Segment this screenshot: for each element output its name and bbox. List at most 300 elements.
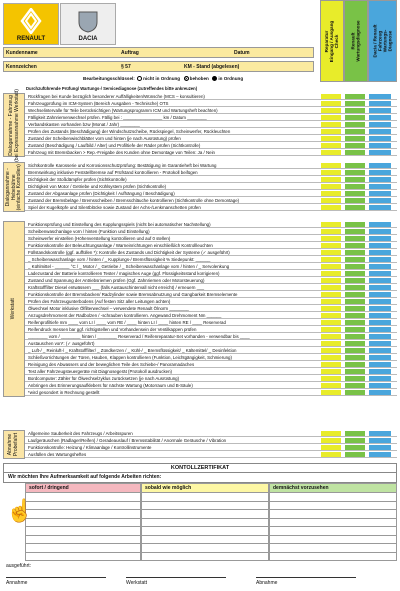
dacia-checkbox[interactable] (369, 184, 391, 189)
pointing-hand-icon: ☝ (6, 498, 34, 523)
dacia-checkbox[interactable] (369, 150, 391, 155)
repair-checkbox[interactable] (321, 362, 341, 367)
renault-checkbox[interactable] (345, 445, 365, 450)
dacia-checkbox[interactable] (369, 108, 391, 113)
check-row-label: Funktionskontrolle: Heizung / Klimaanlage / Kontrollinstrumente (28, 445, 152, 450)
repair-checkbox[interactable] (321, 438, 341, 443)
repair-checkbox[interactable] (321, 383, 341, 388)
dacia-checkbox[interactable] (369, 136, 391, 141)
soon-line[interactable] (270, 493, 396, 502)
check-row-label: Funktionsprüfung und Einstellung des Kupplungsspiels (nicht bei automatischer Nachstellung) (28, 222, 211, 227)
repair-checkbox[interactable] (321, 257, 341, 262)
check-row (25, 430, 397, 437)
asap-line[interactable] (142, 544, 268, 553)
customer-name-label: Kundenname (6, 50, 38, 56)
dacia-checkbox[interactable] (369, 229, 391, 234)
asap-line[interactable] (142, 502, 268, 511)
dacia-checkbox[interactable] (369, 362, 391, 367)
check-row (25, 277, 397, 284)
check-row-label: Dichtigkeit von Motor / Getriebe und Kühlsystem prüfen (Sichtkontrolle) (28, 184, 167, 189)
check-row-label: Zustand (Beschädigung / Laufbild / Alter) und Profiltiefe der Räder prüfen (Sichtkontrolle) (28, 143, 201, 148)
dacia-checkbox[interactable] (369, 334, 391, 339)
instruction-note: Durchzuführende Prüfung/ Wartungs-/ Servicediagnose (zutreffendes bitte ankreuzen) (26, 86, 198, 91)
dacia-checkbox[interactable] (369, 376, 391, 381)
ok-icon (212, 76, 217, 81)
check-row (25, 256, 397, 263)
check-row (25, 347, 397, 354)
section-workshop-title: Werkstatt (10, 298, 17, 320)
column-header-renault (344, 0, 368, 82)
renault-checkbox[interactable] (345, 362, 365, 367)
repair-checkbox[interactable] (321, 115, 341, 120)
check-row (25, 204, 397, 211)
repair-checkbox[interactable] (321, 376, 341, 381)
renault-checkbox[interactable] (345, 452, 365, 457)
repair-checkbox[interactable] (321, 229, 341, 234)
renault-checkbox[interactable] (345, 278, 365, 283)
mileage-label: KM - Stand (abgelesen) (184, 64, 240, 70)
check-row-label: Test aller Fahrzeugsteuergeräte mit Diagnosegerät (Protokoll ausdrucken) (28, 369, 172, 374)
repair-checkbox[interactable] (321, 341, 341, 346)
certificate-title: KONTOLLZERTIFIKAT (4, 464, 396, 473)
repair-checkbox[interactable] (321, 177, 341, 182)
legend (83, 76, 243, 81)
check-row-label: Allgemeine Sauberkeit des Fahrzeugs / Arbeitsspuren (28, 431, 133, 436)
repair-checkbox[interactable] (321, 101, 341, 106)
repair-checkbox[interactable] (321, 129, 341, 134)
renault-checkbox[interactable] (345, 94, 365, 99)
renault-checkbox[interactable] (345, 341, 365, 346)
renault-checkbox[interactable] (345, 198, 365, 203)
dacia-checkbox[interactable] (369, 306, 391, 311)
not-ok-icon (137, 76, 142, 81)
renault-checkbox[interactable] (345, 355, 365, 360)
repair-checkbox[interactable] (321, 198, 341, 203)
check-row (25, 451, 397, 458)
check-row-label: Füllstandskontrolle (ggf. auffüllen *): Kontrolle des Zustands und Dichtigkeit der Systeme (✓ ausgeführt) (28, 250, 230, 255)
check-row-label: Reifendruck messen bar ggf. richtigstellen und Vorhandensein der Ventilkappen prüfen (28, 327, 197, 332)
section-workshop-title-box (3, 221, 25, 397)
repair-checkbox[interactable] (321, 170, 341, 175)
renault-checkbox[interactable] (345, 205, 365, 210)
section-acceptance-title-box (3, 430, 25, 459)
check-row (25, 305, 397, 312)
check-row (25, 183, 397, 190)
check-row (25, 228, 397, 235)
signature-workshop-label: Werkstatt (126, 580, 148, 586)
dacia-checkbox[interactable] (369, 163, 391, 168)
soon-line[interactable] (270, 544, 396, 553)
fixed-icon: ✕ (184, 76, 189, 82)
urgent-line[interactable] (26, 510, 140, 519)
repair-checkbox[interactable] (321, 390, 341, 395)
repair-checkbox[interactable] (321, 136, 341, 141)
check-row (25, 270, 397, 277)
soon-line[interactable] (270, 527, 396, 536)
section-dialog-lift-title: Dialogannahme - Hebebühne (einfache Kontrollen) (4, 163, 22, 211)
repair-checkbox[interactable] (321, 327, 341, 332)
repair-checkbox[interactable] (321, 278, 341, 283)
check-row-label: Prüfen des Fahrzeugunterbodens (Auf festen Sitz aller Leitungen achten) (28, 299, 171, 304)
check-row (25, 135, 397, 142)
renault-checkbox[interactable] (345, 150, 365, 155)
repair-checkbox[interactable] (321, 236, 341, 241)
section-acceptance-title: Abnahme Probefahrt (7, 432, 20, 457)
renault-checkbox[interactable] (345, 136, 365, 141)
signature-line-workshop[interactable] (126, 577, 226, 578)
urgent-line[interactable] (26, 536, 140, 545)
dacia-checkbox[interactable] (369, 445, 391, 450)
renault-checkbox[interactable] (345, 101, 365, 106)
check-row (25, 354, 397, 361)
column-header-renault-label: Renault Wartungsdiagnose (351, 20, 361, 62)
dacia-checkbox[interactable] (369, 292, 391, 297)
repair-checkbox[interactable] (321, 306, 341, 311)
check-row-label: Ölwechsel Motor inklusive Ölfilterwechsel – verwendete Renault Ölnorm ________ (28, 306, 189, 311)
check-row (25, 235, 397, 242)
column-header-repair (320, 0, 344, 82)
repair-checkbox[interactable] (321, 334, 341, 339)
repair-checkbox[interactable] (321, 222, 341, 227)
repair-checkbox[interactable] (321, 264, 341, 269)
dacia-checkbox[interactable] (369, 236, 391, 241)
dacia-checkbox[interactable] (369, 383, 391, 388)
check-row-label: Scheibenwaschanlage vorn / hinten (Funktion und Einstellung) (28, 229, 150, 234)
signature-intake-label: Annahme (6, 580, 28, 586)
dacia-checkbox[interactable] (369, 299, 391, 304)
check-row-label: Reinigung des Abwassers und der beweglichen Teile des Schiebe-/ Panoramadaches (28, 362, 195, 367)
check-row (25, 437, 397, 444)
urgent-header: sofort / dringend (26, 484, 140, 493)
renault-checkbox[interactable] (345, 285, 365, 290)
check-row (25, 340, 397, 347)
signature-acceptance-label: Abnahme (256, 580, 278, 586)
check-row-label: Fahrzeugprüfung im ICM-System (Bereich Ausgaben - Technische) OTS (28, 101, 169, 106)
dacia-checkbox[interactable] (369, 191, 391, 196)
repair-checkbox[interactable] (321, 184, 341, 189)
urgent-line[interactable] (26, 553, 140, 562)
check-row (25, 333, 397, 340)
dacia-checkbox[interactable] (369, 264, 391, 269)
check-row-label: Bremswirkung inklusive Feststellbremse auf Prüfstand kontrollieren - Protokoll beifügen (28, 170, 198, 175)
check-row (25, 284, 397, 291)
section-workshop (3, 221, 397, 397)
soon-line[interactable] (270, 553, 396, 562)
soon-column (269, 483, 397, 561)
renault-checkbox[interactable] (345, 170, 365, 175)
check-row (25, 368, 397, 375)
repair-checkbox[interactable] (321, 271, 341, 276)
repair-checkbox[interactable] (321, 250, 341, 255)
section-dialog-vehicle-title-box (3, 88, 25, 162)
renault-checkbox[interactable] (345, 431, 365, 436)
dacia-checkbox[interactable] (369, 115, 391, 120)
date-label: Datum (234, 50, 250, 56)
renault-checkbox[interactable] (345, 243, 365, 248)
dacia-checkbox[interactable] (369, 143, 391, 148)
header-field-row-2 (3, 61, 314, 72)
check-row-label: Ladezustand der Batterie kontrollieren Tester / magisches Auge (ggf. Flüssigkeitsstand korrigieren) (28, 271, 220, 276)
check-row-label: Zustand der Abgasanlage prüfen (Dichtigkeit / Aufhängung / Beschädigung) (28, 191, 175, 196)
dacia-checkbox[interactable] (369, 285, 391, 290)
renault-checkbox[interactable] (345, 222, 365, 227)
check-row (25, 221, 397, 228)
check-row (25, 121, 397, 128)
check-row (25, 242, 397, 249)
renault-checkbox[interactable] (345, 438, 365, 443)
renault-checkbox[interactable] (345, 108, 365, 113)
check-row (25, 162, 397, 169)
soon-line[interactable] (270, 502, 396, 511)
column-header-repair-label: Reparatur Eingang / Ausgang Check (324, 20, 340, 62)
dacia-checkbox[interactable] (369, 129, 391, 134)
dacia-checkbox[interactable] (369, 205, 391, 210)
section-dialog-lift (3, 162, 397, 212)
dacia-checkbox[interactable] (369, 355, 391, 360)
renault-checkbox[interactable] (345, 143, 365, 148)
asap-header: sobald wie möglich (142, 484, 268, 493)
repair-checkbox[interactable] (321, 320, 341, 325)
column-header-dacia (368, 0, 397, 82)
repair-checkbox[interactable] (321, 285, 341, 290)
check-row-label: ________ vorn / ________ hinten / ________ Reserverad / Reifenreparatur-Set vorhanden - verwendbar bis ____ (28, 334, 250, 339)
renault-checkbox[interactable] (345, 313, 365, 318)
renault-checkbox[interactable] (345, 257, 365, 262)
dacia-checkbox[interactable] (369, 431, 391, 436)
check-row-label: Anbringen des Erinnerungsaufklebers für nächste Wartung (Motorraum und B-Säule) (28, 383, 193, 388)
renault-checkbox[interactable] (345, 390, 365, 395)
asap-line[interactable] (142, 493, 268, 502)
renault-logo (3, 3, 59, 45)
check-row (25, 190, 397, 197)
check-row-label: Verbandskasten vorhanden bzw (Monat / Jahr) ________ (28, 122, 140, 127)
check-row (25, 176, 397, 183)
legend-label: Bearbeitungsschlüssel: (83, 76, 135, 81)
check-row (25, 249, 397, 256)
check-row (25, 142, 397, 149)
column-header-dacia-label: Dacia / Renault Fahrzeug Wartungs- Diagnose (372, 24, 393, 58)
par57-label: § 57 (121, 64, 131, 70)
repair-checkbox[interactable] (321, 313, 341, 318)
repair-checkbox[interactable] (321, 355, 341, 360)
renault-checkbox[interactable] (345, 184, 365, 189)
renault-checkbox[interactable] (345, 122, 365, 127)
check-row-label: Rückfragen bei Kunde bezüglich besonderer Auffälligkeiten/Wünsche (MCS – konsultieren) (28, 94, 205, 99)
certificate-subtitle: Wir möchten Ihre Aufmerksamkeit auf folgende Arbeiten richten: (8, 474, 162, 480)
check-row-label: Bordcomputer: Zähler für Ölwechselzyklus zurücksetzen (je nach Ausrüstung) (28, 376, 180, 381)
repair-checkbox[interactable] (321, 445, 341, 450)
header-field-row-1 (3, 47, 314, 58)
header (3, 3, 314, 85)
dacia-checkbox[interactable] (369, 278, 391, 283)
repair-checkbox[interactable] (321, 452, 341, 457)
check-row-label: Fahrzeug mit Bremsbacken > Rep.-Freigabe des Kunden ohne Demontage von Teilen: Ja / Nein (28, 150, 215, 155)
repair-checkbox[interactable] (321, 108, 341, 113)
check-row (25, 382, 397, 389)
dacia-checkbox[interactable] (369, 177, 391, 182)
check-row-label: Schließvorrichtungen der Türen, Hauben, Klappen kontrollieren (Funktion, Leichtgängigkeit, Schmierung) (28, 355, 232, 360)
dacia-checkbox[interactable] (369, 438, 391, 443)
asap-line[interactable] (142, 536, 268, 545)
check-row-label: _ Scheibenwaschanlage vorn / hinten / _ Kupplungs-/ Bremsflüssigkeit % Siedepunkt: ______ (28, 257, 211, 262)
check-row-label: Kraftstofffilter Diesel entwässern ___ (falls Austauschintervall nicht erreicht) / erneuern ___ (28, 285, 205, 290)
signature-line-intake[interactable] (6, 577, 106, 578)
check-row-label: Funktionskontrolle der Beleuchtungsanlage / Warneinrichtungen einschließlich Kontrollleuchten (28, 243, 213, 248)
urgent-line[interactable] (26, 493, 140, 502)
asap-line[interactable] (142, 510, 268, 519)
dacia-checkbox[interactable] (369, 452, 391, 457)
dacia-checkbox[interactable] (369, 390, 391, 395)
asap-column (141, 483, 269, 561)
urgent-column (25, 483, 141, 561)
section-dialog-vehicle-title: Dialogannahme - Fahrzeug (bei Expressannahme Werkstatt) (7, 88, 19, 162)
dacia-checkbox[interactable] (369, 348, 391, 353)
dacia-checkbox[interactable] (369, 198, 391, 203)
soon-line[interactable] (270, 510, 396, 519)
check-row-label: Sichtkontrolle Karosserie und Korrosionsschutzprüfung: Bestätigung im Garantieheft bei Wartung (28, 163, 217, 168)
check-row-label: Zustand der Bremsbeläge / Bremsscheiben / Bremsschläuche kontrollieren (Sichtkontrolle ohne Demontage) (28, 198, 240, 203)
renault-checkbox[interactable] (345, 320, 365, 325)
asap-line[interactable] (142, 527, 268, 536)
renault-checkbox[interactable] (345, 327, 365, 332)
repair-checkbox[interactable] (321, 299, 341, 304)
renault-checkbox[interactable] (345, 369, 365, 374)
renault-checkbox[interactable] (345, 348, 365, 353)
renault-checkbox[interactable] (345, 334, 365, 339)
section-acceptance (3, 430, 397, 459)
urgent-line[interactable] (26, 527, 140, 536)
signature-line-acceptance[interactable] (256, 577, 356, 578)
dacia-logo (60, 3, 116, 45)
dacia-checkbox[interactable] (369, 170, 391, 175)
asap-line[interactable] (142, 553, 268, 562)
renault-checkbox[interactable] (345, 306, 365, 311)
repair-checkbox[interactable] (321, 143, 341, 148)
soon-line[interactable] (270, 519, 396, 528)
repair-checkbox[interactable] (321, 94, 341, 99)
check-row (25, 312, 397, 319)
check-row (25, 389, 397, 396)
repair-checkbox[interactable] (321, 292, 341, 297)
check-row (25, 149, 397, 156)
check-row-label: Zustand der Scheibenwischblätter vorn und hinten (je nach Ausrüstung) prüfen (28, 136, 181, 141)
soon-line[interactable] (270, 536, 396, 545)
renault-checkbox[interactable] (345, 191, 365, 196)
renault-checkbox[interactable] (345, 376, 365, 381)
legend-fixed: behoben (189, 76, 209, 81)
check-row (25, 169, 397, 176)
repair-checkbox[interactable] (321, 205, 341, 210)
repair-checkbox[interactable] (321, 122, 341, 127)
renault-checkbox[interactable] (345, 229, 365, 234)
dacia-checkbox[interactable] (369, 122, 391, 127)
check-row-label: _ Kühlmittel - ______ °C / _ Motor / _ Getriebe / _ Scheibenwaschanlage vorn / hinten / _ Servolenkung (28, 264, 230, 269)
check-row-label: *wird gesondert in Rechnung gestellt (28, 390, 100, 395)
dacia-checkbox[interactable] (369, 94, 391, 99)
check-row-label: Prüfen des Zustands (Beschädigung) der Windschutzscheibe, Rückspiegel, Scheinwerfer, Rückleuchten (28, 129, 231, 134)
dacia-checkbox[interactable] (369, 341, 391, 346)
repair-checkbox[interactable] (321, 348, 341, 353)
dacia-checkbox[interactable] (369, 243, 391, 248)
repair-checkbox[interactable] (321, 243, 341, 248)
renault-diamond-icon (18, 8, 44, 34)
dacia-checkbox[interactable] (369, 313, 391, 318)
check-row-label: _ Luft-/ _ Reinluft-/ _ Kraftstofffilter/ _ Zündkerzen / _ Kühl-/ _ Bremsflüssigkeit/ _ Kältemittel/ _ Desinfektion (28, 348, 237, 353)
repair-checkbox[interactable] (321, 191, 341, 196)
check-row-label: Wechselintervalle für Teile berücksichtigen (Wartungsprogramm ICM und Wartungsheft beachten) (28, 108, 218, 113)
renault-checkbox[interactable] (345, 115, 365, 120)
check-row-label: Funktionskontrolle der Bremsbacken/ Radzylinder sowie Bremsabnutzung und Gangbarkeit Bremselemente (28, 292, 238, 297)
check-row (25, 128, 397, 135)
check-row-label: Fälligkeit Zahnriemenwechsel prüfen. Fällig bei : ________________ km / Datum ________ (28, 115, 207, 120)
check-row (25, 263, 397, 270)
check-row-label: Austauschen von*: (✓ ausgeführt) (28, 341, 95, 346)
urgent-line[interactable] (26, 544, 140, 553)
check-row (25, 326, 397, 333)
repair-checkbox[interactable] (321, 150, 341, 155)
dacia-checkbox[interactable] (369, 222, 391, 227)
dacia-checkbox[interactable] (369, 369, 391, 374)
renault-checkbox[interactable] (345, 177, 365, 182)
check-row (25, 361, 397, 368)
repair-checkbox[interactable] (321, 163, 341, 168)
check-row (25, 100, 397, 107)
dacia-shield-icon (75, 8, 101, 34)
dacia-checkbox[interactable] (369, 257, 391, 262)
legend-not-ok: nicht in Ordnung (143, 76, 181, 81)
section-dialog-lift-title-box (3, 162, 25, 212)
dacia-checkbox[interactable] (369, 271, 391, 276)
certificate-grid (3, 483, 397, 561)
dacia-checkbox[interactable] (369, 250, 391, 255)
urgent-line[interactable] (26, 502, 140, 511)
dacia-checkbox[interactable] (369, 320, 391, 325)
renault-checkbox[interactable] (345, 299, 365, 304)
renault-checkbox[interactable] (345, 292, 365, 297)
repair-checkbox[interactable] (321, 431, 341, 436)
check-row-label: Scheinwerfer einstellen (Höhenverstellung kontrollieren und auf 0 stellen) (28, 236, 171, 241)
license-plate-label: Kennzeichen (6, 64, 37, 70)
check-row (25, 114, 397, 121)
check-row-label: Ausfüllen des Wartungsheftes (28, 452, 87, 457)
order-label: Auftrag (121, 50, 139, 56)
check-row-label: Zustand und Spannung der Antriebsriemen prüfen (Ggf. Zahnriemen oder Motorsteuerung) (28, 278, 205, 283)
check-row (25, 319, 397, 326)
check-row (25, 291, 397, 298)
check-row (25, 93, 397, 100)
asap-line[interactable] (142, 519, 268, 528)
check-row-label: Dichtigkeit der Stoßdämpfer prüfen (Sichtkontrolle) (28, 177, 127, 182)
check-row-label: Reifenprofiltiefe mm ____ vorn LI / ____ vorn RE / ____ hinten LI / ____ hinten RE / ____ Reserverad (28, 320, 226, 325)
renault-checkbox[interactable] (345, 271, 365, 276)
renault-checkbox[interactable] (345, 129, 365, 134)
renault-brand-text: RENAULT (16, 36, 46, 42)
renault-checkbox[interactable] (345, 236, 365, 241)
dacia-checkbox[interactable] (369, 101, 391, 106)
urgent-line[interactable] (26, 519, 140, 528)
renault-checkbox[interactable] (345, 163, 365, 168)
dacia-brand-text: DACIA (78, 36, 98, 42)
check-row-label: Anzugsdrehmoment der Radbolzen / -schrauben kontrollieren. Angewand Drehmoment Nm ______ (28, 313, 222, 318)
renault-checkbox[interactable] (345, 250, 365, 255)
legend-ok: in Ordnung (218, 76, 244, 81)
repair-checkbox[interactable] (321, 369, 341, 374)
renault-checkbox[interactable] (345, 383, 365, 388)
dacia-checkbox[interactable] (369, 327, 391, 332)
check-row-label: Spiel der Kugelköpfe und Silentblöcke sowie Zustand der Achs-/Lenkmanschetten prüfen (28, 205, 201, 210)
renault-checkbox[interactable] (345, 264, 365, 269)
soon-header: demnächst vorzusehen (270, 484, 396, 493)
